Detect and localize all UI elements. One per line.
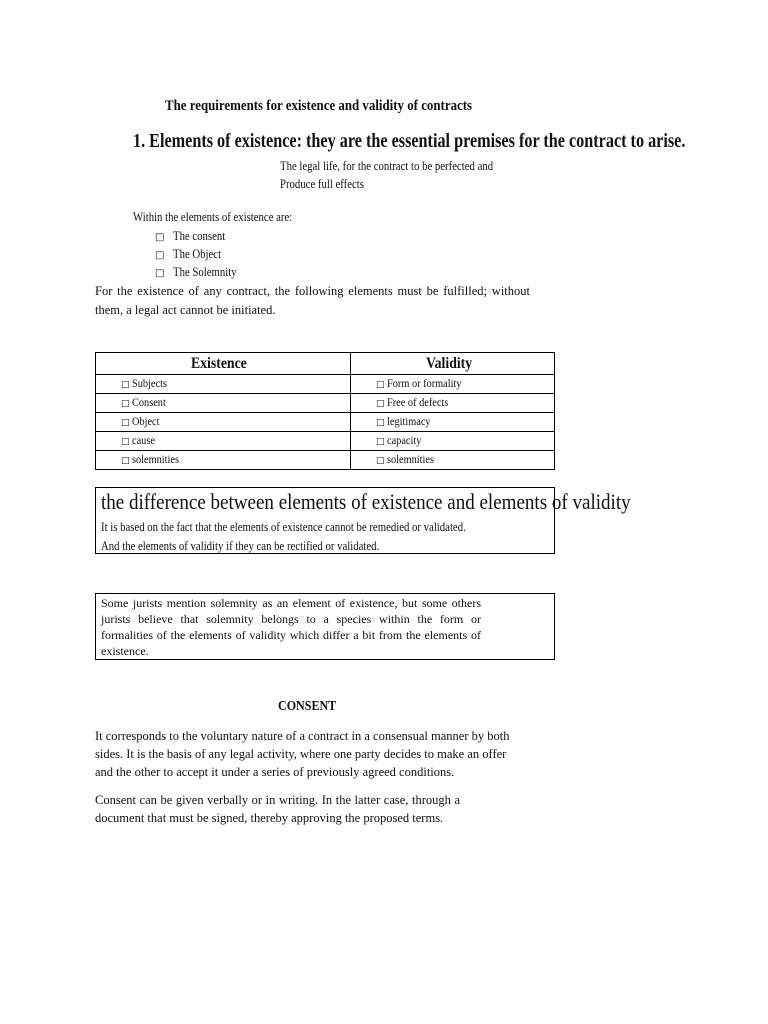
difference-text <box>101 518 525 556</box>
table-cell: □ solemnities <box>96 451 351 470</box>
table-cell: □ legitimacy <box>351 413 555 432</box>
difference-line: It is based on the fact that the elements of existence cannot be remedied or validated. <box>101 520 466 534</box>
checkbox-bullet-icon: □ <box>121 456 130 466</box>
checkbox-bullet-icon: □ <box>121 399 130 409</box>
checkbox-bullet-icon: □ <box>376 399 385 409</box>
table-row <box>96 451 555 470</box>
difference-line: And the elements of validity if they can be rectified or validated. <box>101 539 380 553</box>
table-cell: □ solemnities <box>351 451 555 470</box>
checkbox-bullet-icon: □ <box>155 232 165 243</box>
list-item: □ The Solemnity <box>155 263 247 281</box>
table-row <box>96 375 555 394</box>
table-cell: □ Subjects <box>96 375 351 394</box>
checkbox-bullet-icon: □ <box>376 418 385 428</box>
consent-paragraph-2: Consent can be given verbally or in writing. In the latter case, through a document that must be signed, thereby approving the proposed terms. <box>95 793 460 825</box>
checkbox-bullet-icon: □ <box>121 437 130 447</box>
checkbox-bullet-icon: □ <box>155 268 165 279</box>
existence-elements-list <box>155 227 247 281</box>
list-item: □ The Object <box>155 245 247 263</box>
subtext-line: The legal life, for the contract to be perfected and <box>280 159 494 173</box>
list-item: □ The consent <box>155 227 247 245</box>
section-heading-existence: 1. Elements of existence: they are the essential premises for the contract to arise. <box>133 131 686 152</box>
document-title: The requirements for existence and validity of contracts <box>165 98 473 114</box>
table-cell: □ Free of defects <box>351 394 555 413</box>
checkbox-bullet-icon: □ <box>155 250 165 261</box>
checkbox-bullet-icon: □ <box>376 456 385 466</box>
checkbox-bullet-icon: □ <box>376 437 385 447</box>
table-row <box>96 394 555 413</box>
column-header-existence: Existence <box>96 353 351 375</box>
table-cell: □ Object <box>96 413 351 432</box>
table-cell: □ Consent <box>96 394 351 413</box>
table-header-row <box>96 353 555 375</box>
existence-paragraph: For the existence of any contract, the following elements must be fulfilled; without them, a legal act cannot be initiated. <box>95 284 530 317</box>
checkbox-bullet-icon: □ <box>121 418 130 428</box>
heading-subtext <box>280 157 528 193</box>
existence-validity-table <box>95 352 555 470</box>
table-cell: □ capacity <box>351 432 555 451</box>
difference-heading: the difference between elements of existence and elements of validity <box>101 489 631 514</box>
table-cell: □ cause <box>96 432 351 451</box>
consent-paragraph-1: It corresponds to the voluntary nature of a contract in a consensual manner by both sides. It is the basis of any legal activity, where one party decides to make an offer and the other to accept it under a series of previously agreed conditions. <box>95 729 510 779</box>
table-row <box>96 413 555 432</box>
table-row <box>96 432 555 451</box>
checkbox-bullet-icon: □ <box>121 380 130 390</box>
consent-heading: CONSENT <box>278 699 337 714</box>
subtext-line: Produce full effects <box>280 177 364 191</box>
column-header-validity: Validity <box>351 353 555 375</box>
elements-intro: Within the elements of existence are: <box>133 210 293 224</box>
solemnity-note-text: Some jurists mention solemnity as an element of existence, but some others jurists believe that solemnity belongs to a species within the form or formalities of the elements of validity which differ a bit from the elements of existence. <box>101 596 481 658</box>
checkbox-bullet-icon: □ <box>376 380 385 390</box>
table-cell: □ Form or formality <box>351 375 555 394</box>
